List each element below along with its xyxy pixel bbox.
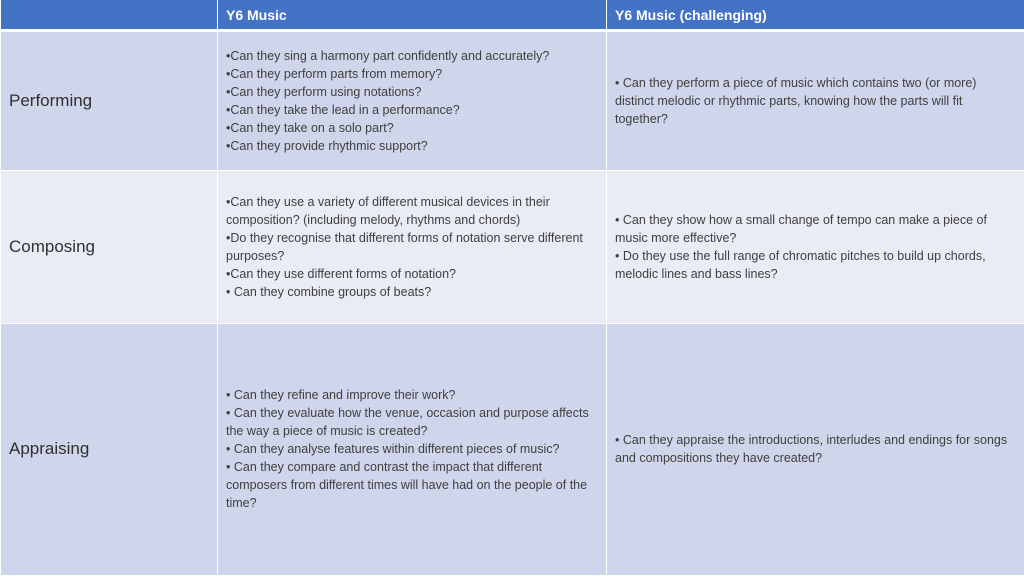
list-item: •Do they recognise that different forms of notation serve different purposes?: [226, 230, 583, 263]
list-item: • Do they use the full range of chromatic pitches to build up chords, melodic lines and bass lines?: [615, 248, 986, 281]
header-y6-music: Y6 Music: [218, 0, 607, 31]
list-item: • Can they perform a piece of music which contains two (or more) distinct melodic or rhythmic parts, knowing how the parts will fit together?: [615, 76, 977, 127]
list-item: • Can they show how a small change of tempo can make a piece of music more effective?: [615, 212, 987, 245]
header-y6-music-challenging: Y6 Music (challenging): [607, 0, 1024, 31]
row-label-composing: Composing: [1, 171, 218, 323]
y6-cell-appraising: [218, 323, 607, 575]
list-item: • Can they evaluate how the venue, occasion and purpose affects the way a piece of music is created?: [226, 406, 589, 439]
row-label-performing: Performing: [1, 31, 218, 171]
list-item: • Can they appraise the introductions, interludes and endings for songs and compositions they have created?: [615, 433, 1008, 466]
list-item: •Can they perform using notations?: [226, 85, 422, 100]
header-empty-cell: [1, 0, 218, 31]
challenging-cell-appraising: [607, 323, 1024, 575]
list-item: •Can they take the lead in a performance?: [226, 103, 460, 118]
y6-cell-composing: [218, 171, 607, 323]
row-appraising: [1, 323, 1024, 575]
y6-list-appraising: [226, 386, 598, 512]
challenging-list-performing: [615, 74, 1016, 128]
row-performing: [1, 31, 1024, 171]
y6-list-composing: [226, 193, 598, 301]
list-item: • Can they refine and improve their work?: [226, 388, 456, 403]
list-item: • Can they combine groups of beats?: [226, 284, 432, 299]
list-item: •Can they use a variety of different musical devices in their composition? (including melody, rhythms and chords): [226, 194, 550, 227]
list-item: • Can they analyse features within different pieces of music?: [226, 442, 560, 457]
list-item: •Can they use different forms of notation?: [226, 266, 456, 281]
challenging-list-composing: [615, 211, 1016, 283]
challenging-cell-composing: [607, 171, 1024, 323]
list-item: • Can they compare and contrast the impact that different composers from different times will have had on the people of the time?: [226, 460, 588, 511]
row-label-appraising: Appraising: [1, 323, 218, 575]
list-item: •Can they perform parts from memory?: [226, 67, 443, 82]
list-item: •Can they sing a harmony part confidently and accurately?: [226, 49, 550, 64]
list-item: •Can they provide rhythmic support?: [226, 139, 428, 154]
challenging-cell-performing: [607, 31, 1024, 171]
row-composing: [1, 171, 1024, 323]
header-row: [1, 0, 1024, 31]
y6-list-performing: [226, 47, 598, 155]
y6-cell-performing: [218, 31, 607, 171]
challenging-list-appraising: [615, 431, 1016, 467]
list-item: •Can they take on a solo part?: [226, 121, 394, 136]
